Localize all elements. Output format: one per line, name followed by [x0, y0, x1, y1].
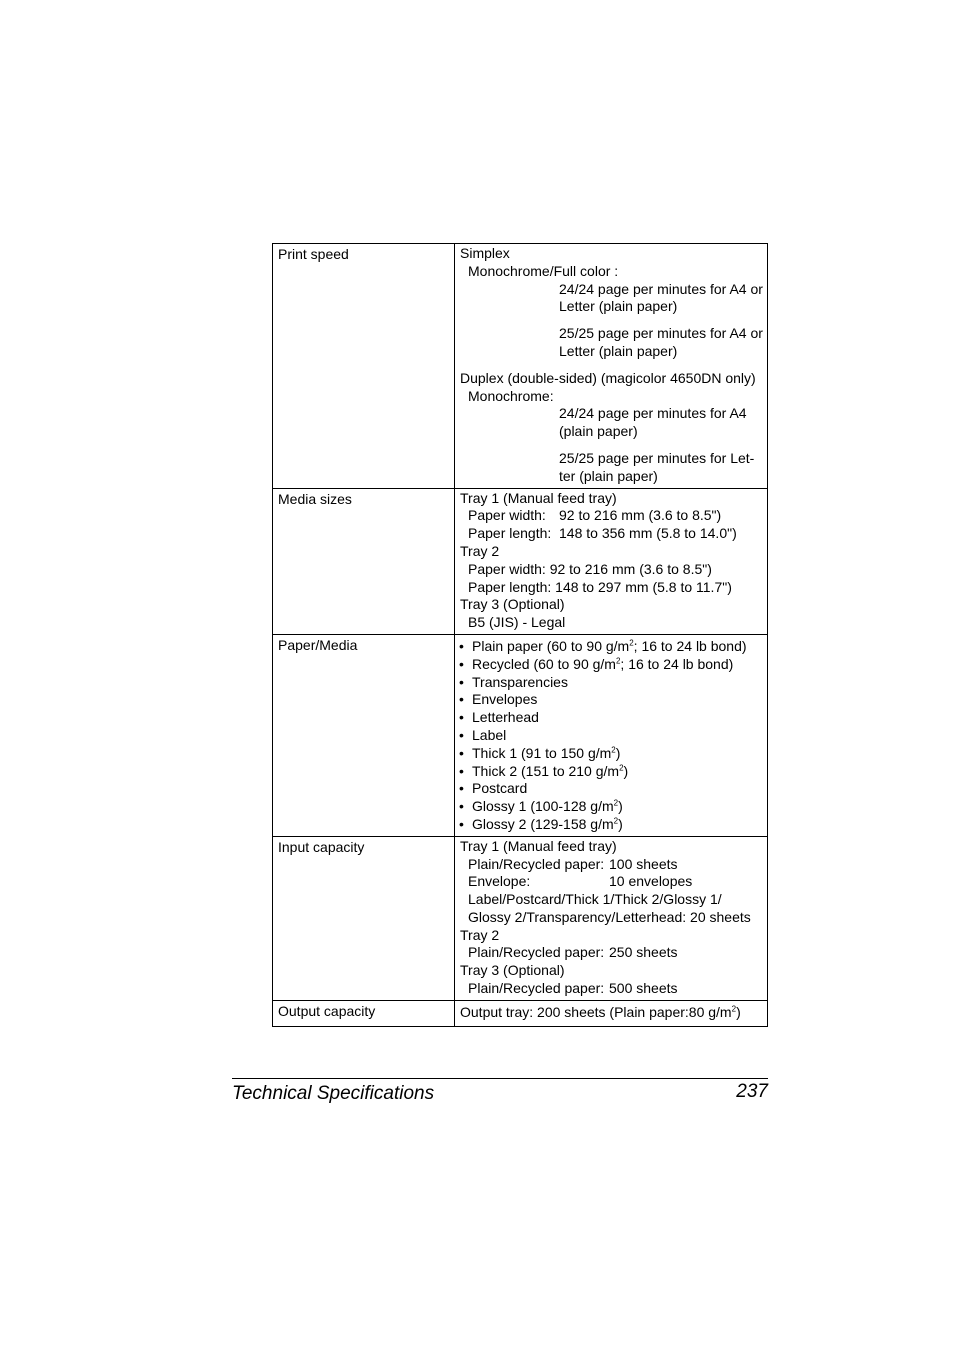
- spec-row-input-capacity: [273, 836, 768, 1000]
- list-item: [459, 674, 763, 692]
- simplex-heading: Simplex: [460, 245, 510, 261]
- list-item: [459, 816, 763, 834]
- item-text: Thick 1 (91 to 150 g/m: [472, 744, 612, 761]
- item-text: Letterhead: [472, 709, 539, 726]
- output-tray-value: [460, 1004, 763, 1022]
- list-item: [459, 709, 763, 727]
- page-number: 237: [736, 1081, 768, 1102]
- output-text: Output tray: 200 sheets (Plain paper:80 g/m: [460, 1003, 732, 1020]
- duplex-heading: Duplex (double-sided) (magicolor 4650DN only): [460, 369, 756, 386]
- spec-row-print-speed: [273, 244, 768, 489]
- simplex-speed-2: 25/25 page per minutes for A4 or Letter (plain paper): [559, 325, 763, 359]
- tray2-heading: Tray 2: [460, 926, 500, 943]
- bullet-icon: •: [459, 637, 464, 654]
- list-item: [459, 656, 763, 674]
- bullet-icon: •: [459, 744, 464, 761]
- item-text: Glossy 2 (129-158 g/m: [472, 815, 614, 832]
- tray3-sizes: B5 (JIS) - Legal: [468, 614, 566, 631]
- item-text: ): [623, 762, 629, 779]
- tray1-width-label: Paper width:: [468, 507, 546, 524]
- list-item: [459, 798, 763, 816]
- item-text: Postcard: [472, 780, 528, 797]
- bullet-icon: •: [459, 815, 464, 832]
- footer-section-title: Technical Specifications: [232, 1083, 435, 1104]
- bullet-icon: •: [459, 709, 464, 726]
- item-text: Transparencies: [472, 673, 568, 690]
- mono-full-heading: Monochrome/Full color :: [468, 262, 619, 279]
- bullet-icon: •: [459, 762, 464, 779]
- duplex-speed-2b: ter (plain paper): [559, 467, 658, 484]
- item-text: Thick 2 (151 to 210 g/m: [472, 762, 620, 779]
- tray2-plain-value: 250 sheets: [609, 944, 678, 961]
- tray2-plain: [460, 944, 763, 962]
- row-label: Output capacity: [273, 1000, 455, 1026]
- spec-row-paper-media: [273, 634, 768, 836]
- item-text: ; 16 to 24 lb bond): [620, 655, 734, 672]
- superscript: 2: [619, 762, 624, 772]
- tray1-heading: Tray 1 (Manual feed tray): [460, 837, 617, 854]
- duplex-speed-1: 24/24 page per minutes for A4 (plain paper): [559, 405, 747, 440]
- superscript: 2: [731, 1004, 737, 1014]
- tray3-heading: Tray 3 (Optional): [460, 596, 565, 613]
- list-item: [459, 638, 763, 656]
- tray1-plain-label: Plain/Recycled paper:: [468, 855, 605, 872]
- tray1-width-value: 92 to 216 mm (3.6 to 8.5"): [559, 507, 722, 524]
- output-text: ): [736, 1003, 741, 1020]
- tray1-other-a: Label/Postcard/Thick 1/Thick 2/Glossy 1/: [468, 891, 722, 908]
- superscript: 2: [615, 656, 621, 666]
- row-label: Paper/Media: [273, 634, 455, 836]
- list-item: [459, 780, 763, 798]
- row-value: [455, 1000, 768, 1026]
- tray1-envelope-value: 10 envelopes: [609, 873, 693, 890]
- item-text: Recycled (60 to 90 g/m: [472, 655, 616, 672]
- item-text: ): [618, 798, 623, 815]
- bullet-icon: •: [459, 691, 464, 708]
- tray2-plain-label: Plain/Recycled paper:: [468, 944, 605, 961]
- row-value: [455, 836, 768, 1000]
- simplex-speed-1: 24/24 page per minutes for A4 or Letter (plain paper): [559, 280, 763, 315]
- row-value: [455, 634, 768, 836]
- superscript: 2: [613, 816, 619, 826]
- tray2-length: Paper length: 148 to 297 mm (5.8 to 11.7"): [468, 578, 732, 595]
- tray1-length: [460, 525, 763, 543]
- item-text: Plain paper (60 to 90 g/m: [472, 637, 630, 654]
- spec-row-media-sizes: [273, 488, 768, 634]
- spec-row-output-capacity: [273, 1000, 768, 1026]
- tray1-envelope-label: Envelope:: [468, 873, 531, 890]
- superscript: 2: [613, 798, 619, 808]
- item-text: ): [615, 744, 621, 761]
- mono-heading: Monochrome:: [468, 387, 554, 404]
- row-label: Print speed: [273, 244, 455, 489]
- superscript: 2: [611, 745, 616, 755]
- tray3-plain-value: 500 sheets: [609, 980, 678, 997]
- tray1-heading: Tray 1 (Manual feed tray): [460, 489, 617, 506]
- tray1-other-b: Glossy 2/Transparency/Letterhead: 20 sheets: [468, 908, 751, 925]
- bullet-icon: •: [459, 780, 464, 797]
- item-text: Envelopes: [472, 691, 538, 708]
- row-value: [455, 244, 768, 489]
- row-label: Input capacity: [273, 836, 455, 1000]
- bullet-icon: •: [459, 673, 464, 690]
- list-item: [459, 745, 763, 763]
- duplex-speed-2a: 25/25 page per minutes for Let-: [559, 449, 755, 466]
- tray1-plain: [460, 856, 763, 874]
- list-item: [459, 727, 763, 745]
- tray1-length-value: 148 to 356 mm (5.8 to 14.0"): [559, 525, 737, 542]
- tray3-heading: Tray 3 (Optional): [460, 962, 565, 979]
- tray1-plain-value: 100 sheets: [609, 855, 678, 872]
- tray2-heading: Tray 2: [460, 542, 500, 559]
- row-value: [455, 488, 768, 634]
- tray1-envelope: [460, 873, 763, 891]
- item-text: Label: [472, 726, 507, 743]
- footer-divider: [232, 1078, 768, 1079]
- tray1-length-label: Paper length:: [468, 525, 552, 542]
- list-item: [459, 691, 763, 709]
- row-label: Media sizes: [273, 488, 455, 634]
- tray2-width: Paper width: 92 to 216 mm (3.6 to 8.5"): [468, 560, 712, 577]
- bullet-icon: •: [459, 726, 464, 743]
- item-text: ; 16 to 24 lb bond): [633, 637, 747, 654]
- tray3-plain: [460, 980, 763, 998]
- bullet-icon: •: [459, 655, 464, 672]
- list-item: [459, 763, 763, 781]
- item-text: ): [618, 815, 623, 832]
- specifications-table: [272, 243, 768, 1027]
- item-text: Glossy 1 (100-128 g/m: [472, 798, 614, 815]
- superscript: 2: [629, 638, 634, 648]
- bullet-icon: •: [459, 798, 464, 815]
- tray3-plain-label: Plain/Recycled paper:: [468, 980, 605, 997]
- tray1-width: [460, 507, 763, 525]
